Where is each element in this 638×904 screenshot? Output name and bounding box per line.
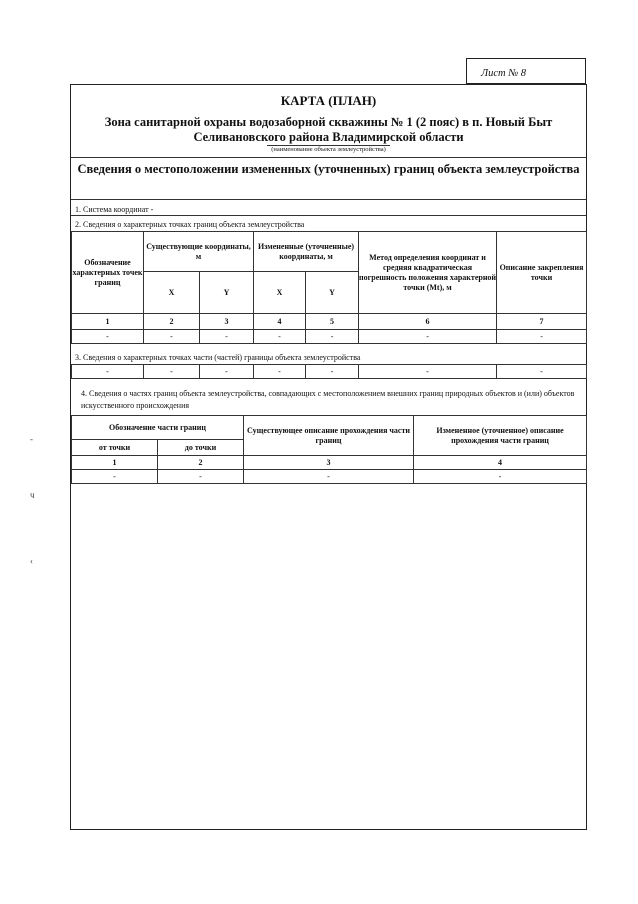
document-frame [70, 84, 587, 830]
item-characteristic-points: 2. Сведения о характерных точках границ объекта землеустройства [75, 220, 305, 229]
header-boundary-part: Обозначение части границ [72, 416, 244, 440]
header-changed-description: Измененное (уточненное) описание прохождения части границ [414, 416, 587, 456]
margin-mark: - [30, 434, 33, 444]
table-cell: - [158, 470, 244, 484]
column-number: 3 [244, 456, 414, 470]
divider [71, 157, 586, 158]
column-number: 5 [306, 314, 359, 330]
table-cell: - [497, 330, 587, 344]
header-x: X [254, 272, 306, 314]
table-cell: - [200, 365, 254, 379]
table-cell: - [200, 330, 254, 344]
header-designation: Обозначение характерных точек границ [72, 232, 144, 314]
divider [71, 215, 586, 216]
table-cell: - [414, 470, 587, 484]
item-part-points: 3. Сведения о характерных точках части (частей) границы объекта землеустройства [75, 353, 361, 362]
table-cell: - [144, 365, 200, 379]
table-cell: - [359, 365, 497, 379]
header-y: Y [306, 272, 359, 314]
table-cell: - [359, 330, 497, 344]
table-cell: - [244, 470, 414, 484]
table-cell: - [72, 365, 144, 379]
table-cell: - [254, 330, 306, 344]
column-number: 1 [72, 314, 144, 330]
table-cell: - [72, 330, 144, 344]
object-name: Зона санитарной охраны водозаборной скважины № 1 (2 пояс) в п. Новый Быт Селивановского района Владимирской области [104, 115, 553, 144]
header-method: Метод определения координат и средняя квадратическая погрешность положения характерной точки (Mt), м [359, 232, 497, 314]
header-y: Y [200, 272, 254, 314]
table-cell: - [254, 365, 306, 379]
header-to-point: до точки [158, 440, 244, 456]
section-title: Сведения о местоположении измененных (уточненных) границ объекта землеустройства [77, 162, 580, 176]
column-number: 3 [200, 314, 254, 330]
header-x: X [144, 272, 200, 314]
header-description: Описание закрепления точки [497, 232, 587, 314]
table-cell: - [144, 330, 200, 344]
item-boundary-parts: 4. Сведения о частях границ объекта землеустройства, совпадающих с местоположением внешних границ природных объектов и (или) объектов искусственного происхождения [81, 389, 575, 410]
margin-mark: ‹ [30, 556, 33, 566]
object-caption [71, 146, 586, 153]
divider [71, 199, 586, 200]
column-number: 2 [144, 314, 200, 330]
characteristic-points-table [71, 231, 587, 344]
table-cell: - [72, 470, 158, 484]
part-points-table [71, 364, 587, 379]
document-title: КАРТА (ПЛАН) [280, 93, 377, 108]
margin-mark: ч [30, 490, 35, 500]
column-number: 4 [414, 456, 587, 470]
column-number: 2 [158, 456, 244, 470]
column-number: 7 [497, 314, 587, 330]
object-caption-text: (наименование объекта землеустройства) [267, 145, 390, 153]
column-number: 4 [254, 314, 306, 330]
header-existing-description: Существующее описание прохождения части границ [244, 416, 414, 456]
header-changed-coords: Измененные (уточненные) координаты, м [254, 232, 359, 272]
item-coordinate-system: 1. Система координат - [75, 205, 154, 214]
table-cell: - [306, 365, 359, 379]
sheet-number-label: Лист № 8 [466, 58, 586, 84]
table-cell: - [497, 365, 587, 379]
header-from-point: от точки [72, 440, 158, 456]
boundary-parts-table [71, 415, 587, 484]
table-cell: - [306, 330, 359, 344]
header-existing-coords: Существующие координаты, м [144, 232, 254, 272]
column-number: 6 [359, 314, 497, 330]
column-number: 1 [72, 456, 158, 470]
